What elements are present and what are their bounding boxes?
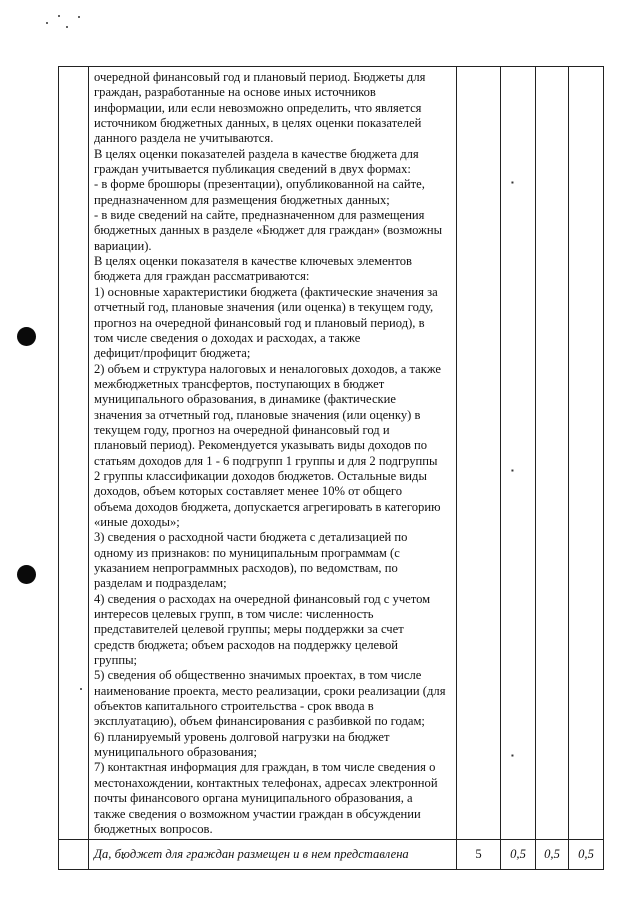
description-line: граждан учитывается публикация сведений в двух формах: — [94, 162, 411, 177]
description-line: интересов целевых групп, в том числе: численность — [94, 607, 374, 622]
description-line: плановый период). Рекомендуется указывать виды доходов по — [94, 438, 428, 453]
description-line: - в форме брошюры (презентации), опубликованной на сайте, — [94, 177, 425, 192]
description-line: источником бюджетных данных, в целях оценки показателей — [94, 116, 422, 131]
score-row — [59, 840, 604, 870]
description-line: доходов, объем которых составляет менее 10% от общего — [94, 484, 403, 499]
description-line: 6) планируемый уровень долговой нагрузки на бюджет — [94, 729, 390, 744]
score-value-1: 0,5 — [501, 840, 536, 870]
description-line: одному из признаков: по муниципальным программам (с — [94, 545, 400, 560]
criteria-description-cell — [89, 67, 457, 840]
description-line: разделам и подразделам; — [94, 576, 227, 591]
description-line: бюджета для граждан рассматриваются: — [94, 269, 310, 284]
description-line: объема доходов бюджета, допускается агрегировать в категорию — [94, 499, 441, 514]
value-cell-1 — [501, 67, 536, 840]
row-number-cell — [59, 67, 89, 840]
criteria-description-row — [59, 67, 604, 840]
description-line: 1) основные характеристики бюджета (фактические значения за — [94, 284, 438, 299]
value-cell-3 — [569, 67, 604, 840]
scan-mark: ▪ — [511, 466, 514, 475]
punch-hole-lower — [17, 565, 36, 584]
description-line: дефицит/профицит бюджета; — [94, 346, 251, 361]
description-line: муниципального образования; — [94, 745, 257, 760]
description-line: наименование проекта, место реализации, сроки реализации (для — [94, 683, 446, 698]
description-line: граждан, разработанные на основе иных источников — [94, 85, 376, 100]
description-line: 2) объем и структура налоговых и неналоговых доходов, а также — [94, 361, 442, 376]
description-line: вариации). — [94, 238, 152, 253]
description-line: объектов капитального строительства - срок ввода в — [94, 699, 374, 714]
scan-mark: ▪ — [511, 178, 514, 187]
description-line: группы; — [94, 653, 138, 668]
scan-speck — [66, 26, 68, 28]
description-line: межбюджетных трансфертов, поступающих в бюджет — [94, 376, 385, 391]
description-line: отчетный год, плановые значения (или оценка) в текущем году, — [94, 300, 434, 315]
criteria-table — [58, 66, 604, 870]
scan-mark: ▪ — [511, 751, 514, 760]
description-line: информации, или если невозможно определить, что является — [94, 100, 422, 115]
score-description: Да, бюджет для граждан размещен и в нем представлена — [89, 840, 457, 870]
score-row-number-cell — [59, 840, 89, 870]
description-line: данного раздела не учитываются. — [94, 131, 274, 146]
description-line: 2 группы классификации доходов бюджетов. Остальные виды — [94, 468, 427, 483]
points-cell — [457, 67, 501, 840]
description-line: 4) сведения о расходах на очередной финансовый год с учетом — [94, 591, 431, 606]
description-line: представителей целевой группы; меры поддержки за счет — [94, 622, 404, 637]
scan-speck — [58, 15, 60, 17]
description-line: - в виде сведений на сайте, предназначенном для размещения — [94, 208, 425, 223]
score-value-2: 0,5 — [536, 840, 569, 870]
description-line: текущем году, прогноз на очередной финансовый год и — [94, 422, 390, 437]
description-line: В целях оценки показателя в качестве ключевых элементов — [94, 254, 412, 269]
score-points: 5 — [457, 840, 501, 870]
description-line: том числе сведения о доходах и расходах, а также — [94, 330, 361, 345]
description-line: «иные доходы»; — [94, 514, 180, 529]
value-cell-2 — [536, 67, 569, 840]
description-line: 3) сведения о расходной части бюджета с детализацией по — [94, 530, 408, 545]
description-line: почты финансового органа муниципального образования, а — [94, 791, 413, 806]
description-line: муниципального образования, в динамике (фактические — [94, 392, 396, 407]
description-line: очередной финансовый год и плановый период. Бюджеты для — [94, 70, 426, 84]
scan-speck — [46, 22, 48, 24]
scan-speck — [78, 16, 80, 18]
criteria-description-text — [94, 70, 452, 837]
punch-hole-upper — [17, 327, 36, 346]
description-line: значения за отчетный год, плановые значения (или оценку) в — [94, 407, 421, 422]
description-line: указанием непрограммных расходов), по ведомствам, по — [94, 561, 398, 575]
description-line: также сведения о возможном участии граждан в обсуждении — [94, 806, 421, 821]
score-value-3: 0,5 — [569, 840, 604, 870]
description-line: статьям доходов для 1 - 6 подгрупп 1 группы и для 2 подгруппы — [94, 453, 438, 468]
description-line: средств бюджета; объем расходов на поддержку целевой — [94, 637, 399, 652]
description-line: бюджетных данных в разделе «Бюджет для граждан» (возможны — [94, 223, 443, 238]
description-line: эксплуатацию), объем финансирования с разбивкой по годам; — [94, 714, 425, 729]
description-line: 7) контактная информация для граждан, в том числе сведения о — [94, 760, 436, 775]
description-line: местонахождении, контактных телефонах, адресах электронной — [94, 775, 438, 790]
description-line: 5) сведения об общественно значимых проектах, в том числе — [94, 668, 422, 683]
description-line: предназначенном для размещения бюджетных данных; — [94, 192, 390, 207]
description-line: прогноз на очередной финансовый год и плановый период), в — [94, 315, 425, 330]
description-line: бюджетных вопросов. — [94, 821, 213, 836]
description-line: В целях оценки показателей раздела в качестве бюджета для — [94, 146, 419, 161]
